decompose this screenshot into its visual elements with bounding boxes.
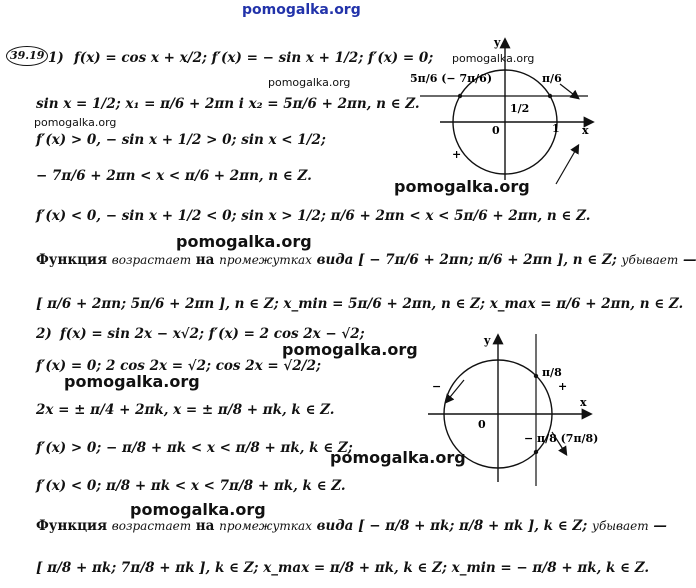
graph1-x-label: x	[582, 124, 589, 137]
watermark-part2-right: pomogalka.org	[330, 448, 466, 467]
part2-line6-rest: вида [ − π/8 + πk; π/8 + πk ], k ∈ Z;	[316, 518, 588, 534]
graph1-unit-circle	[410, 36, 600, 186]
graph1-plus: +	[452, 148, 462, 161]
graph2-x-label: x	[580, 396, 587, 409]
part1-line6-hand3: убывает	[621, 253, 679, 267]
graph1-point-right	[548, 94, 552, 98]
part1-line6-hand1: возрастает	[111, 253, 192, 267]
part1-line7: [ π/6 + 2πn; 5π/6 + 2πn ], n ∈ Z; x_min = 5π/6 + 2πn, n ∈ Z; x_max = π/6 + 2πn, n ∈ Z.	[36, 296, 684, 312]
graph2-plus: +	[558, 380, 568, 393]
graph1-arrow-up	[556, 146, 578, 184]
part1-line6-end: —	[682, 252, 696, 268]
part2-line6-prefix: Функция	[36, 518, 108, 534]
part2-line5: f′(x) < 0; π/8 + πk < x < 7π/8 + πk, k ∈ Z.	[36, 478, 346, 494]
graph2-point-bottom	[534, 450, 538, 454]
watermark-part2: pomogalka.org	[282, 340, 418, 359]
problem-number: 39.19	[6, 46, 48, 66]
part1-line2: sin x = 1/2; x₁ = π/6 + 2πn i x₂ = 5π/6 + 2πn, n ∈ Z.	[36, 96, 420, 112]
watermark-left: pomogalka.org	[176, 232, 312, 251]
part2-line1: f(x) = sin 2x − x√2; f′(x) = 2 cos 2x − √2;	[60, 326, 365, 342]
part1-line3: f′(x) > 0, − sin x + 1/2 > 0; sin x < 1/2;	[36, 132, 326, 148]
part2-line6-end: —	[653, 518, 667, 534]
part1-line6-prefix: Функция	[36, 252, 108, 268]
watermark-line3: pomogalka.org	[34, 116, 117, 129]
part2-line3: 2x = ± π/4 + 2πk, x = ± π/8 + πk, k ∈ Z.	[36, 402, 335, 418]
part1-line6-hand2: промежутках	[219, 253, 312, 267]
graph2-y-label: y	[484, 334, 491, 347]
watermark-part2-left: pomogalka.org	[64, 372, 200, 391]
watermark-bottom: pomogalka.org	[130, 500, 266, 519]
part2-line6-hand2: промежутках	[219, 519, 312, 533]
graph1-left-label: 5π/6 (− 7π/6)	[410, 72, 493, 85]
part1-label: 1)	[48, 50, 64, 66]
graph2-neg-label: − π/8 (7π/8)	[524, 432, 599, 445]
part1-line4: − 7π/6 + 2πn < x < π/6 + 2πn, n ∈ Z.	[36, 168, 312, 184]
graph1-zero: 0	[492, 124, 500, 137]
part2-line7: [ π/8 + πk; 7π/8 + πk ], k ∈ Z; x_max = π/8 + πk, k ∈ Z; x_min = − π/8 + πk, k ∈ Z.	[36, 560, 650, 576]
part2-line6	[36, 518, 667, 534]
watermark-graph1: pomogalka.org	[452, 52, 535, 65]
graph2-zero: 0	[478, 418, 486, 431]
graph1-pi6: π/6	[542, 72, 562, 85]
part2-label: 2)	[36, 326, 52, 342]
part2-line6-hand1: возрастает	[111, 519, 192, 533]
part2-line6-mid: на	[195, 518, 215, 534]
graph1-one: 1	[552, 122, 560, 135]
part1-line6-rest: вида [ − 7π/6 + 2πn; π/6 + 2πn ], n ∈ Z;	[316, 252, 617, 268]
graph2-minus: −	[432, 380, 442, 393]
watermark-line2: pomogalka.org	[268, 76, 351, 89]
graph1-point-left	[458, 94, 462, 98]
watermark-top: pomogalka.org	[242, 2, 361, 18]
part1-line1: f(x) = cos x + x/2; f′(x) = − sin x + 1/2; f′(x) = 0;	[74, 50, 434, 66]
part2-line6-hand3: убывает	[591, 519, 649, 533]
part2-line2: f′(x) = 0; 2 cos 2x = √2; cos 2x = √2/2;	[36, 358, 321, 374]
graph2-pi8: π/8	[542, 366, 562, 379]
graph2-unit-circle	[424, 330, 599, 490]
part1-line6-mid: на	[195, 252, 215, 268]
part2-line4: f′(x) > 0; − π/8 + πk < x < π/8 + πk, k ∈ Z;	[36, 440, 353, 456]
part1-line6	[36, 252, 696, 268]
part1-line5: f′(x) < 0, − sin x + 1/2 < 0; sin x > 1/2; π/6 + 2πn < x < 5π/6 + 2πn, n ∈ Z.	[36, 208, 591, 224]
graph2-point-top	[534, 374, 538, 378]
graph1-y-label: y	[494, 36, 501, 49]
watermark-mid: pomogalka.org	[394, 177, 530, 196]
graph1-half: 1/2	[510, 102, 530, 115]
